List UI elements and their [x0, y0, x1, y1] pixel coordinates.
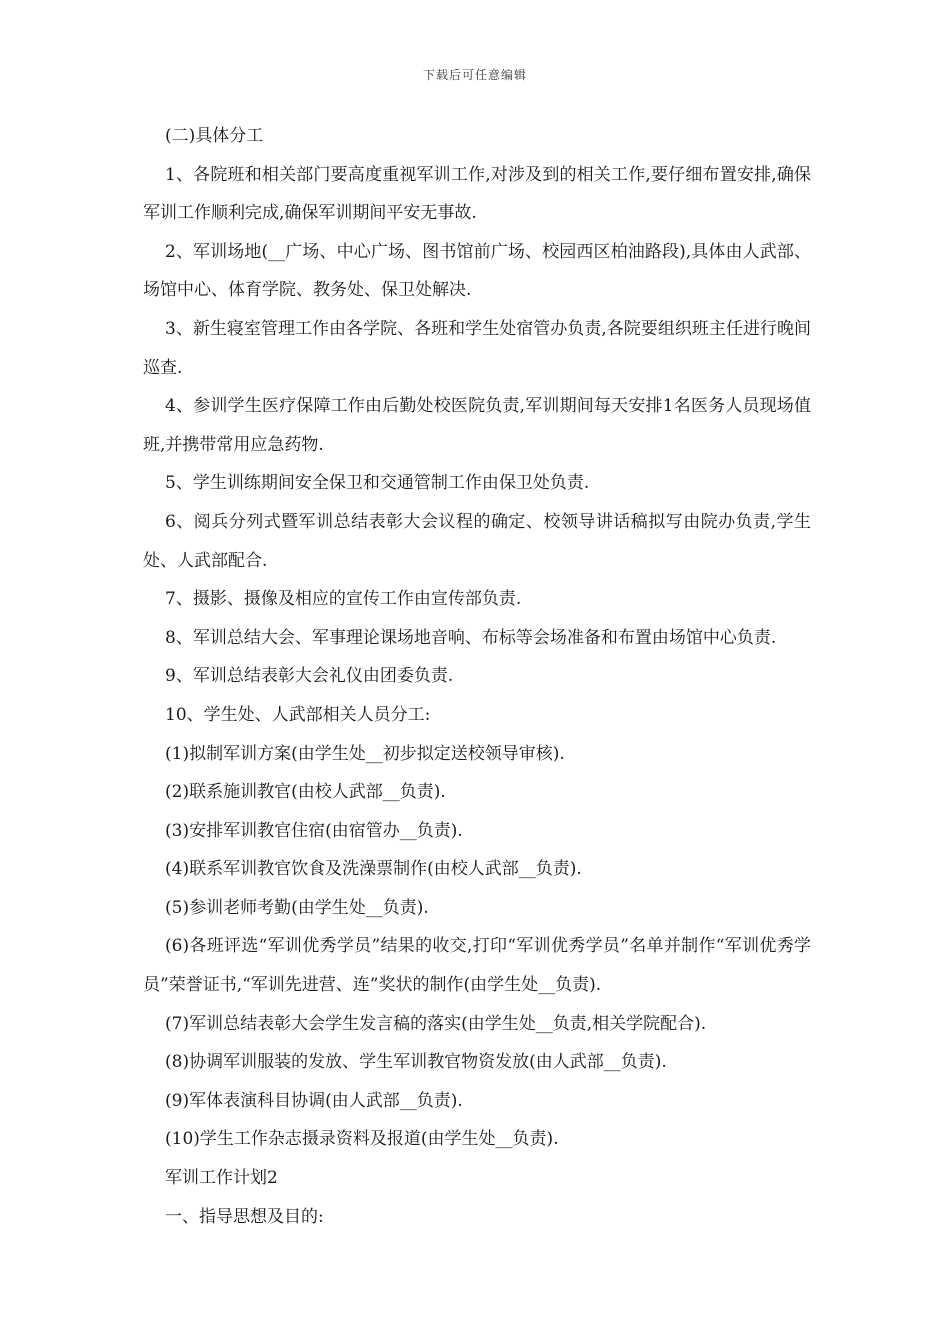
section-heading: 一、指导思想及目的: — [165, 1206, 324, 1227]
sub-item: (8)协调军训服装的发放、学生军训教官物资发放(由人武部__负责). — [165, 1052, 667, 1073]
sub-item: (7)军训总结表彰大会学生发言稿的落实(由学生处__负责,相关学院配合). — [165, 1013, 707, 1034]
sub-item: (2)联系施训教官(由校人武部__负责). — [165, 782, 446, 803]
section-title: 军训工作计划2 — [165, 1168, 278, 1189]
document-body — [143, 117, 811, 1236]
paragraph: 8、军训总结大会、军事理论课场地音响、布标等会场准备和布置由场馆中心负责. — [165, 627, 777, 648]
sub-item: (4)联系军训教官饮食及洗澡票制作(由校人武部__负责). — [165, 859, 582, 880]
section-heading: (二)具体分工 — [165, 126, 264, 146]
sub-item: (10)学生工作杂志摄录资料及报道(由学生处__负责). — [165, 1129, 559, 1150]
paragraph: 1、各院班和相关部门要高度重视军训工作,对涉及到的相关工作,要仔细布置安排,确保军训工作顺利完成,确保军训期间平安无事故. — [143, 164, 811, 224]
page-header: 下载后可任意编辑 — [422, 68, 527, 82]
paragraph: 10、学生处、人武部相关人员分工: — [165, 704, 431, 725]
sub-item: (5)参训老师考勤(由学生处__负责). — [165, 897, 429, 918]
paragraph: 6、阅兵分列式暨军训总结表彰大会议程的确定、校领导讲话稿拟写由院办负责,学生处、人武部配合. — [143, 511, 811, 571]
sub-item: (9)军体表演科目协调(由人武部__负责). — [165, 1090, 463, 1111]
paragraph: 5、学生训练期间安全保卫和交通管制工作由保卫处负责. — [165, 473, 590, 494]
paragraph: 9、军训总结表彰大会礼仪由团委负责. — [165, 666, 454, 687]
paragraph: 2、军训场地(__广场、中心广场、图书馆前广场、校园西区柏油路段),具体由人武部、场馆中心、体育学院、教务处、保卫处解决. — [143, 241, 811, 301]
sub-item: (6)各班评选“军训优秀学员”结果的收交,打印“军训优秀学员”名单并制作“军训优秀学员”荣誉证书,“军训先进营、连”奖状的制作(由学生处__负责). — [143, 936, 811, 996]
sub-item: (3)安排军训教官住宿(由宿管办__负责). — [165, 820, 463, 841]
paragraph: 7、摄影、摄像及相应的宣传工作由宣传部负责. — [165, 589, 522, 610]
paragraph: 4、参训学生医疗保障工作由后勤处校医院负责,军训期间每天安排1名医务人员现场值班,并携带常用应急药物. — [143, 396, 811, 455]
paragraph: 3、新生寝室管理工作由各学院、各班和学生处宿管办负责,各院要组织班主任进行晚间巡查. — [143, 318, 811, 378]
sub-item: (1)拟制军训方案(由学生处__初步拟定送校领导审核). — [165, 743, 565, 764]
